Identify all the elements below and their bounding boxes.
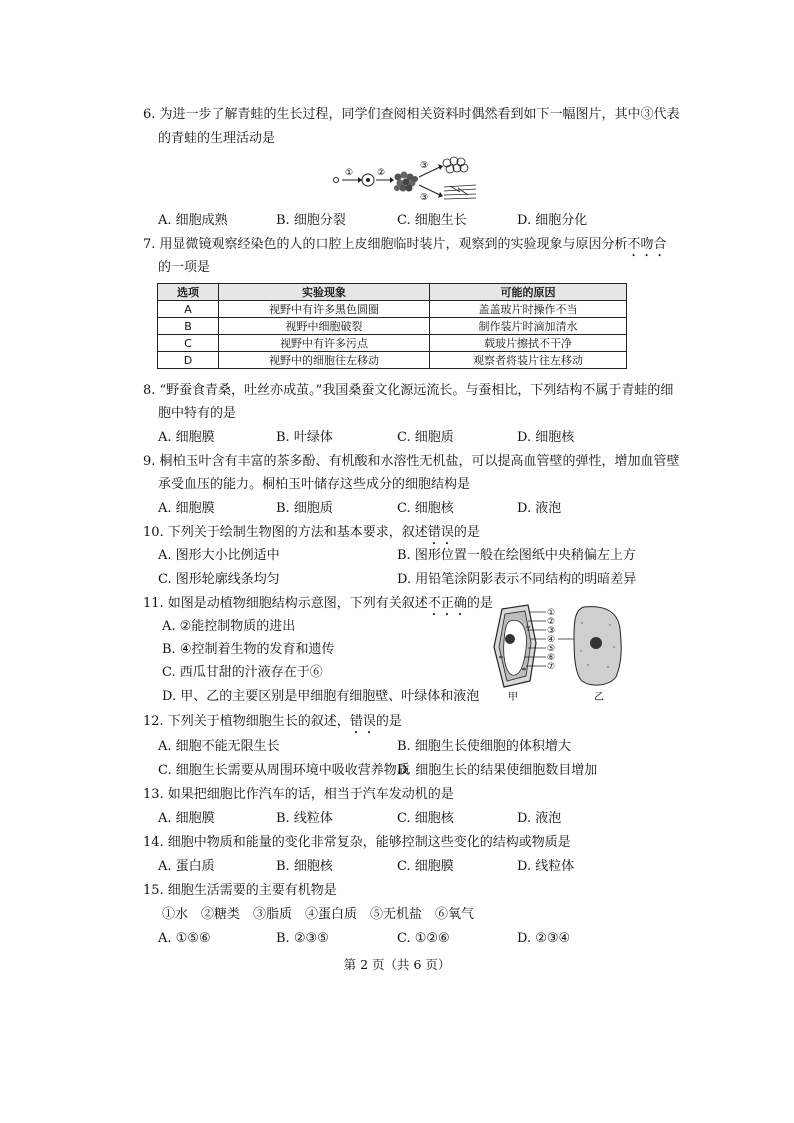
animal-cell-yi — [574, 607, 621, 685]
round-cells — [443, 157, 468, 173]
q13-option-d: D. 液泡 — [517, 811, 562, 826]
q12-option-d: D. 细胞生长的结果使细胞数目增加 — [397, 763, 598, 778]
table-cell: C — [158, 335, 219, 352]
label-yi: 乙 — [594, 692, 604, 703]
q6-stem-line2: 的青蛙的生理活动是 — [158, 131, 276, 146]
table-row — [158, 318, 627, 335]
q9-option-b: B. 细胞质 — [276, 501, 333, 516]
q6-option-a: A. 细胞成熟 — [158, 213, 228, 228]
q14-option-b: B. 细胞核 — [276, 859, 333, 874]
fig-label-2: ② — [377, 168, 386, 178]
q9-option-a: A. 细胞膜 — [158, 501, 215, 516]
table-cell: 视野中细胞破裂 — [219, 318, 430, 335]
fig-numbers — [547, 608, 555, 672]
fig-num-2: ② — [547, 617, 556, 627]
q15-option-c: C. ①②⑥ — [397, 931, 450, 946]
q8-option-d: D. 细胞核 — [517, 430, 575, 445]
q11-cell-diagram — [486, 603, 626, 703]
table-header-row — [158, 284, 627, 301]
q9-stem-line1: 9. 桐柏玉叶含有丰富的茶多酚、有机酸和水溶性无机盐，可以提高血管壁的弹性，增加血管壁 — [143, 454, 680, 469]
fig-num-6: ⑥ — [547, 653, 556, 663]
q12-emphasis: 错误 — [349, 714, 376, 729]
table-row — [158, 335, 627, 352]
q6-option-d: D. 细胞分化 — [517, 213, 588, 228]
table-cell: 视野中有许多黑色圆圈 — [219, 301, 430, 318]
table-cell: 视野中有许多污点 — [219, 335, 430, 352]
q14-stem: 14. 细胞中物质和能量的变化非常复杂，能够控制这些变化的结构或物质是 — [143, 835, 571, 850]
q6-frog-development-figure — [330, 155, 480, 205]
q11-option-b: B. ④控制着生物的发育和遗传 — [162, 642, 335, 657]
fig-num-3: ③ — [547, 626, 556, 636]
fig-num-1: ① — [547, 608, 556, 618]
q10-option-a: A. 图形大小比例适中 — [158, 548, 280, 563]
elongated-cells — [444, 185, 476, 199]
q7-experiment-table — [157, 283, 627, 369]
fig-num-4: ④ — [547, 635, 556, 645]
table-cell: 载玻片擦拭不干净 — [430, 335, 627, 352]
q8-stem-line1: 8. “野蚕食青桑，吐丝亦成茧。”我国桑蚕文化源远流长。与蚕相比，下列结构不属于青蛙的细 — [143, 383, 674, 398]
q10-option-c: C. 图形轮廓线条均匀 — [158, 572, 280, 587]
q9-stem-line2: 承受血压的能力。桐柏玉叶储存这些成分的细胞结构是 — [158, 477, 471, 492]
fig-label-3a: ③ — [420, 161, 429, 171]
fig-num-7: ⑦ — [547, 662, 556, 672]
table-row — [158, 352, 627, 369]
q7-stem-line1: 7. 用显微镜观察经染色的人的口腔上皮细胞临时装片，观察到的实验现象与原因分析不吻合 — [143, 237, 667, 252]
q15-option-a: A. ①⑤⑥ — [158, 931, 211, 946]
q9-option-d: D. 液泡 — [517, 501, 562, 516]
q6-option-b: B. 细胞分裂 — [276, 213, 346, 228]
q11-option-a: A. ②能控制物质的进出 — [162, 619, 296, 634]
table-header: 实验现象 — [219, 284, 430, 301]
q14-option-a: A. 蛋白质 — [158, 859, 215, 874]
q12-option-a: A. 细胞不能无限生长 — [158, 739, 280, 754]
table-header: 选项 — [158, 284, 219, 301]
nucleus — [505, 634, 515, 644]
table-cell: 观察者将装片往左移动 — [430, 352, 627, 369]
page-footer: 第 2 页（共 6 页） — [343, 957, 451, 972]
q15-option-b: B. ②③⑤ — [276, 931, 329, 946]
label-jia: 甲 — [508, 692, 518, 703]
table-cell: 制作装片时滴加清水 — [430, 318, 627, 335]
q10-stem: 10. 下列关于绘制生物图的方法和基本要求，叙述错误的是 — [143, 525, 480, 540]
table-cell: 视野中的细胞往左移动 — [219, 352, 430, 369]
table-cell: D — [158, 352, 219, 369]
table-cell: 盖盖玻片时操作不当 — [430, 301, 627, 318]
single-cell-small — [334, 178, 339, 183]
plant-cell-jia — [494, 605, 536, 687]
q9-option-c: C. 细胞核 — [397, 501, 454, 516]
q8-stem-line2: 胞中特有的是 — [158, 406, 237, 421]
q11-option-c: C. 西瓜甘甜的汁液存在于⑥ — [162, 665, 323, 680]
q7-stem-line2: 的一项是 — [158, 260, 211, 275]
q7-emphasis: 不吻合 — [627, 237, 667, 252]
q13-option-c: C. 细胞核 — [397, 811, 454, 826]
q13-option-b: B. 线粒体 — [276, 811, 333, 826]
q12-stem: 12. 下列关于植物细胞生长的叙述，错误的是 — [143, 714, 402, 729]
q14-option-d: D. 线粒体 — [517, 859, 575, 874]
q6-stem-line1: 6. 为进一步了解青蛙的生长过程，同学们查阅相关资料时偶然看到如下一幅图片，其中③代表 — [143, 107, 680, 122]
table-cell: A — [158, 301, 219, 318]
q8-option-a: A. 细胞膜 — [158, 430, 215, 445]
cell-cluster — [394, 172, 418, 192]
animal-nucleus — [590, 637, 602, 649]
table-row — [158, 301, 627, 318]
q11-emphasis: 不正确 — [427, 596, 467, 611]
q12-option-c: C. 细胞生长需要从周围环境中吸收营养物质 — [158, 763, 410, 778]
fig-label-3b: ③ — [420, 193, 429, 203]
table-header: 可能的原因 — [430, 284, 627, 301]
q8-option-b: B. 叶绿体 — [276, 430, 333, 445]
q8-option-c: C. 细胞质 — [397, 430, 454, 445]
q11-option-d: D. 甲、乙的主要区别是甲细胞有细胞壁、叶绿体和液泡 — [162, 689, 480, 704]
fig-num-5: ⑤ — [547, 644, 556, 654]
q15-option-d: D. ②③④ — [517, 931, 571, 946]
q15-items: ①水 ②糖类 ③脂质 ④蛋白质 ⑤无机盐 ⑥氧气 — [162, 907, 475, 922]
q13-option-a: A. 细胞膜 — [158, 811, 215, 826]
q13-stem: 13. 如果把细胞比作汽车的话，相当于汽车发动机的是 — [143, 787, 454, 802]
q6-option-c: C. 细胞生长 — [397, 213, 467, 228]
q15-stem: 15. 细胞生活需要的主要有机物是 — [143, 883, 337, 898]
q11-stem: 11. 如图是动植物细胞结构示意图，下列有关叙述不正确的是 — [143, 596, 493, 611]
table-cell: B — [158, 318, 219, 335]
q10-option-d: D. 用铅笔涂阴影表示不同结构的明暗差异 — [397, 572, 637, 587]
q10-option-b: B. 图形位置一般在绘图纸中央稍偏左上方 — [397, 548, 636, 563]
q12-option-b: B. 细胞生长使细胞的体积增大 — [397, 739, 571, 754]
fig-label-1: ① — [345, 168, 354, 178]
q10-emphasis: 错误 — [427, 525, 454, 540]
q14-option-c: C. 细胞膜 — [397, 859, 454, 874]
